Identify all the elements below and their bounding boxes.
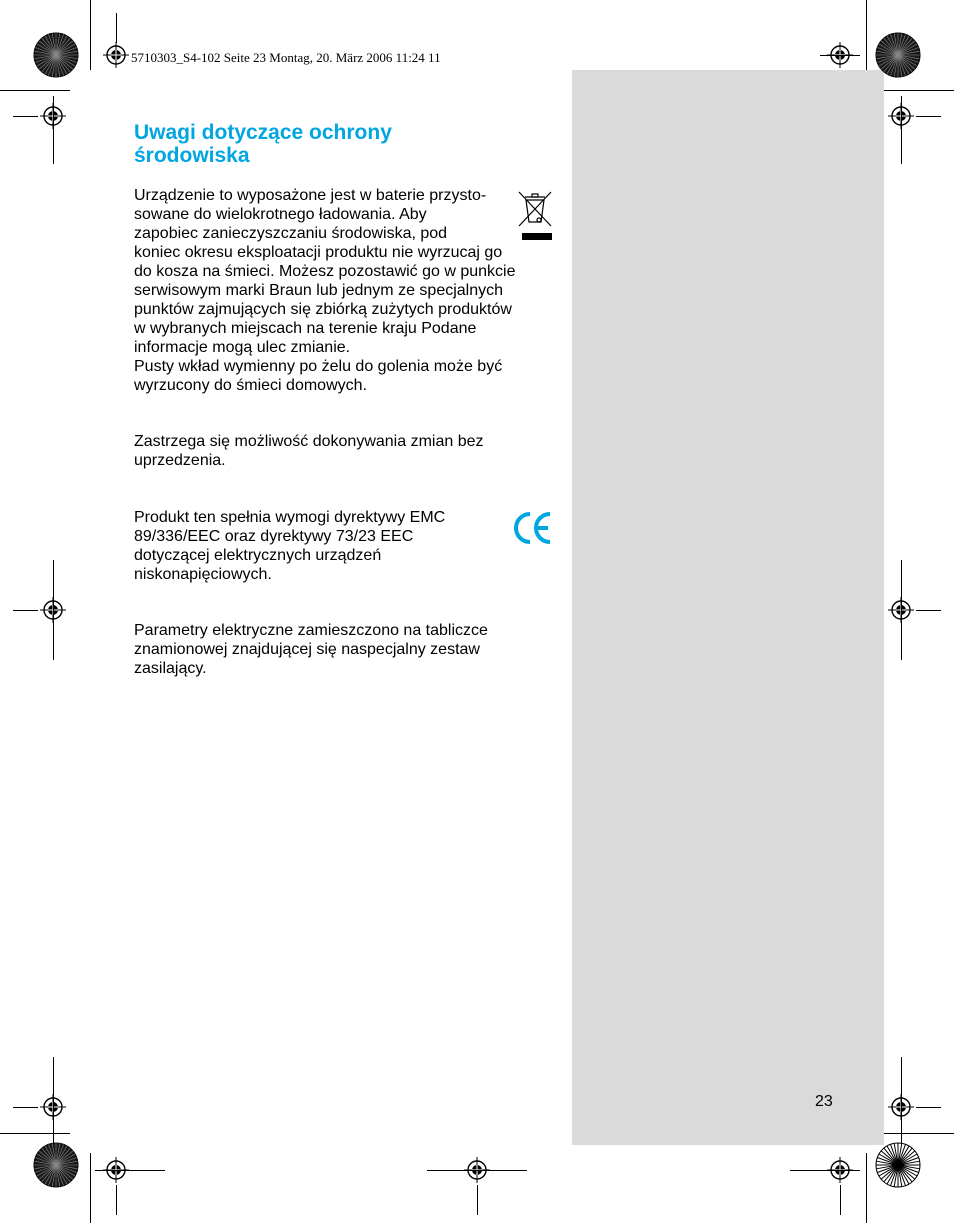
section-title-line: środowiska (134, 144, 250, 167)
text-line: w wybranych miejscach na terenie kraju Podane (134, 320, 477, 337)
crop-line (916, 610, 941, 611)
text-line: koniec okresu eksploatacji produktu nie wyrzucaj go (134, 244, 503, 261)
crop-line (13, 116, 38, 117)
text-line: informacje mogą ulec zmianie. (134, 339, 351, 356)
crop-line (90, 0, 91, 70)
crop-line (116, 1185, 117, 1215)
electrical-paragraph (134, 621, 554, 678)
crop-line (840, 1185, 841, 1215)
text-line: punktów zajmujących się zbiórką zużytych produktów (134, 301, 512, 318)
crop-line (901, 96, 902, 164)
text-line: niskonapięciowych. (134, 566, 272, 583)
crop-line (116, 13, 117, 43)
text-line: Urządzenie to wyposażone jest w baterie przysto- (134, 187, 487, 204)
crop-line (916, 116, 941, 117)
text-line: znamionowej znajdującej się naspecjalny zestaw (134, 641, 480, 658)
compliance-paragraph (134, 508, 554, 584)
text-line: wyrzucony do śmieci domowych. (134, 377, 367, 394)
text-line: Pusty wkład wymienny po żelu do golenia może być (134, 358, 503, 375)
crop-line (820, 55, 860, 56)
text-line: Produkt ten spełnia wymogi dyrektywy EMC (134, 509, 446, 526)
crop-line (95, 1170, 165, 1171)
crop-line (884, 1133, 954, 1134)
text-line: serwisowym marki Braun lub jednym ze specjalnych (134, 282, 504, 299)
color-starburst-icon (875, 1142, 921, 1188)
color-starburst-icon (875, 32, 921, 78)
crop-line (0, 90, 70, 91)
crop-line (866, 0, 867, 70)
text-line: zapobiec zanieczyszczaniu środowiska, pod (134, 225, 448, 242)
sidebar-panel (572, 70, 884, 1145)
crop-line (13, 1107, 38, 1108)
crop-line (477, 1185, 478, 1215)
section-title (134, 121, 554, 167)
crop-line (901, 560, 902, 660)
registration-mark-icon (103, 42, 129, 68)
crop-line (866, 1153, 867, 1223)
crop-line (790, 1170, 860, 1171)
color-starburst-icon (33, 1142, 79, 1188)
crop-line (13, 610, 38, 611)
crop-line (916, 1107, 941, 1108)
crop-line (53, 560, 54, 660)
text-line: uprzedzenia. (134, 452, 226, 469)
section-title-line: Uwagi dotyczące ochrony (134, 121, 392, 144)
text-line: sowane do wielokrotnego ładowania. Aby (134, 206, 427, 223)
print-header: 5710303_S4-102 Seite 23 Montag, 20. März 2006 11:24 11 (131, 50, 441, 65)
crop-line (90, 1153, 91, 1223)
crop-line (53, 96, 54, 164)
text-line: Zastrzega się możliwość dokonywania zmian bez (134, 433, 484, 450)
color-starburst-icon (33, 32, 79, 78)
text-line: dotyczącej elektrycznych urządzeń (134, 547, 382, 564)
environment-paragraph (134, 186, 554, 395)
crop-line (0, 1133, 70, 1134)
text-line: 89/336/EEC oraz dyrektywy 73/23 EEC (134, 528, 414, 545)
crop-line (884, 90, 954, 91)
page-number: 23 (815, 1093, 833, 1110)
crossed-out-bin-icon (516, 188, 554, 244)
ce-mark-icon (512, 510, 552, 546)
crop-line (427, 1170, 527, 1171)
changes-paragraph (134, 432, 554, 470)
text-line: zasilający. (134, 660, 207, 677)
text-line: do kosza na śmieci. Możesz pozostawić go w punkcie (134, 263, 516, 280)
text-line: Parametry elektryczne zamieszczono na tabliczce (134, 622, 488, 639)
